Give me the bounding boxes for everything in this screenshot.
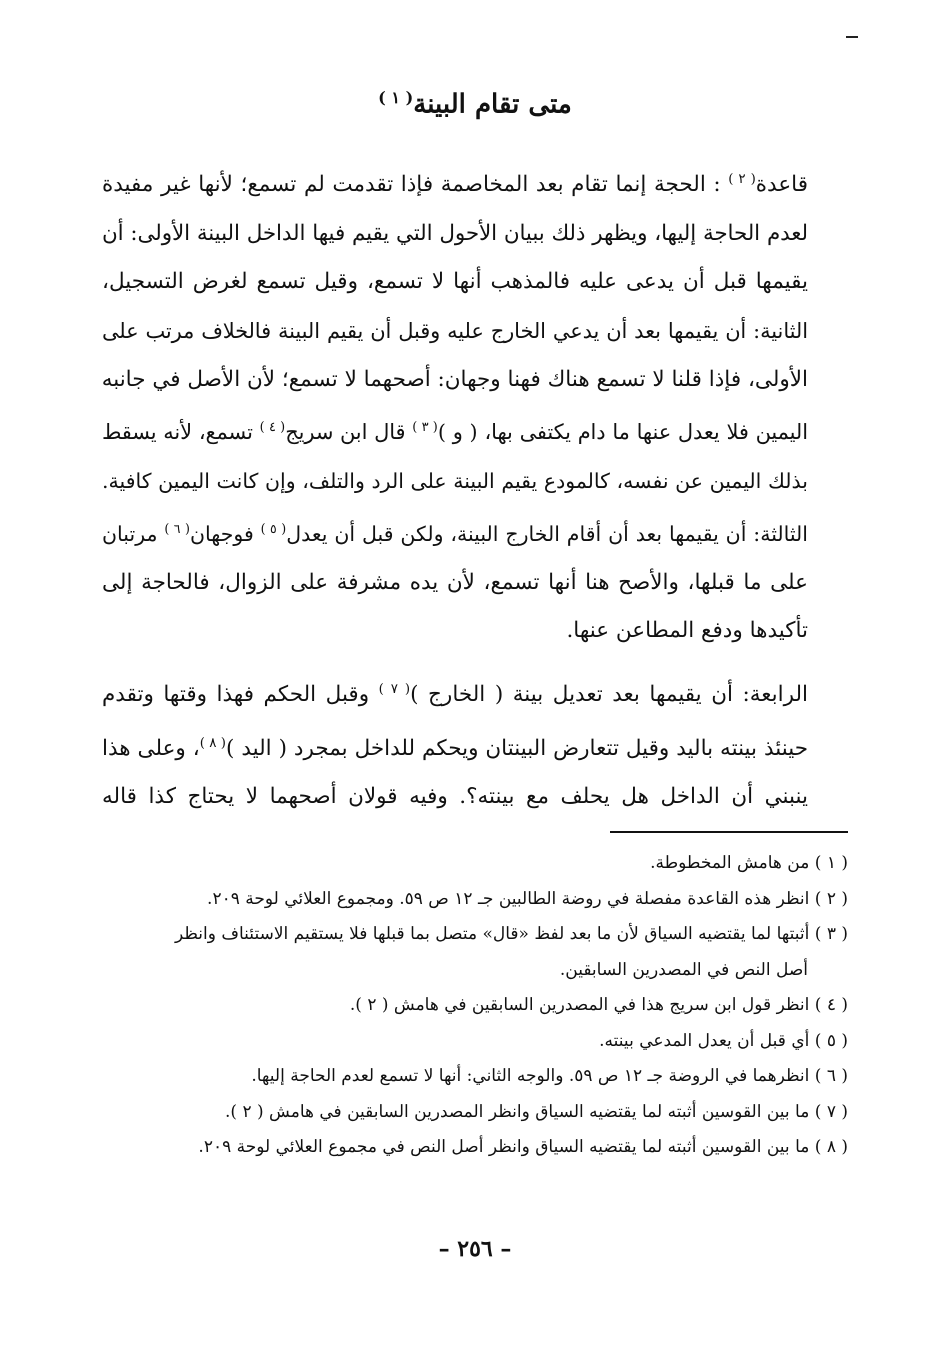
text-line: لعدم الحاجة إليها، ويظهر ذلك ببيان الأحول التي يقيم فيها الداخل البينة الأولى: أن bbox=[102, 220, 808, 246]
footnote-3 bbox=[102, 917, 848, 953]
footnote-text: ما بين القوسين أثبته لما يقتضيه السياق وانظر المصدرين السابقين في هامش ( ٢ ). bbox=[225, 1101, 810, 1122]
text-line: ينبني أن الداخل هل يحلف مع بينته؟. وفيه قولان أصحهما لا يحتاج كذا قاله bbox=[102, 784, 808, 810]
footnote-8 bbox=[102, 1130, 848, 1166]
title-text: متى تقام البينة bbox=[413, 89, 572, 120]
scan-mark bbox=[846, 36, 858, 38]
footnote-4 bbox=[102, 988, 848, 1024]
footnote-ref: ( ٦ ) bbox=[164, 521, 190, 537]
footnote-marker: ( ٥ ) bbox=[814, 1030, 848, 1051]
line-text: الرابعة: أن يقيمها بعد تعديل بينة ( الخارج ) bbox=[410, 681, 809, 707]
footnote-ref: ( ٢ ) bbox=[728, 172, 756, 187]
footnote-7 bbox=[102, 1095, 848, 1131]
line-text: حينئذ بينته باليد وقيل تتعارض البينتان ويحكم للداخل بمجرد ( اليد ) bbox=[225, 735, 809, 761]
line-text: : الحجة إنما تقام بعد المخاصمة فإذا تقدمت لم تسمع؛ لأنها غير مفيدة bbox=[102, 172, 721, 198]
footnote-marker: ( ١ ) bbox=[814, 853, 848, 873]
footnote-marker: ( ٦ ) bbox=[814, 1066, 848, 1086]
text-line bbox=[102, 404, 848, 457]
line-text: تسمع، لأنه يسقط bbox=[102, 420, 260, 445]
line-text: وقبل الحكم فهذا وقتها وتقدم bbox=[102, 681, 379, 707]
footnote-text: انظر هذه القاعدة مفصلة في روضة الطالبين جـ ١٢ ص ٥٩. ومجموع العلائي لوحة ٢٠٩. bbox=[207, 888, 810, 909]
line-text: الثالثة: أن يقيمها بعد أن أقام الخارج البينة، ولكن قبل أن يعدل bbox=[286, 522, 809, 547]
footnote-ref: ( ٧ ) bbox=[378, 681, 411, 697]
text-line: على ما قبلها، والأصح هنا أنها تسمع، لأن يده مشرفة على الزوال، فالحاجة إلى bbox=[102, 569, 808, 595]
page-number: – ٢٥٦ – bbox=[438, 1236, 512, 1262]
footnote-ref: ( ٥ ) bbox=[260, 521, 287, 537]
footnote-marker: ( ٨ ) bbox=[814, 1137, 848, 1157]
line-text: ، وعلى هذا bbox=[102, 735, 200, 761]
footnote-ref: ( ٤ ) bbox=[259, 420, 286, 436]
footnote-text: أي قبل أن يعدل المدعي بينته. bbox=[599, 1030, 810, 1051]
text-line bbox=[102, 720, 848, 774]
footnote-1 bbox=[102, 846, 848, 882]
line-text: فوجهان bbox=[189, 522, 261, 547]
footnote-ref: ( ٣ ) bbox=[412, 420, 438, 436]
footnote-5 bbox=[102, 1024, 848, 1060]
text-line: يقيمها قبل أن يدعى عليه فالمذهب أنها لا تسمع، وقيل تسمع لغرض التسجيل، bbox=[102, 269, 808, 295]
title-footnote-ref: ( ١ ) bbox=[378, 88, 414, 107]
footnotes bbox=[102, 846, 848, 1166]
text-line bbox=[102, 156, 848, 210]
footnote-text: انظر قول ابن سريج هذا في المصدرين السابقين في هامش ( ٢ ). bbox=[349, 995, 810, 1015]
footnote-marker: ( ٧ ) bbox=[814, 1101, 848, 1122]
footnote-ref: ( ٨ ) bbox=[199, 735, 226, 751]
footnote-text: ما بين القوسين أثبته لما يقتضيه السياق وانظر أصل النص في مجموع العلائي لوحة ٢٠٩. bbox=[198, 1137, 810, 1157]
footnote-2 bbox=[102, 882, 848, 918]
footnote-text: انظرهما في الروضة جـ ١٢ ص ٥٩. والوجه الثاني: أنها لا تسمع لعدم الحاجة إليها. bbox=[251, 1066, 810, 1086]
footnote-marker: ( ٢ ) bbox=[814, 888, 848, 909]
footnote-text: أثبتها لما يقتضيه السياق لأن ما بعد لفظ «قال» متصل بما قبلها فلا يستقيم الاستئناف وانظر bbox=[174, 924, 810, 944]
footnote-marker: ( ٣ ) bbox=[814, 924, 848, 944]
footnote-marker: ( ٤ ) bbox=[814, 995, 848, 1015]
line-text: اليمين فلا يعدل عنها ما دام يكتفى بها، ( و ) bbox=[437, 420, 808, 445]
page-title bbox=[0, 88, 950, 120]
text-line: تأكيدها ودفع المطاعن عنها. bbox=[566, 618, 808, 644]
lead-word: قاعدة bbox=[755, 172, 809, 198]
text-line: الأولى، فإذا قلنا لا تسمع هناك فهنا وجهان: أصحهما لا تسمع؛ لأن الأصل في جانبه bbox=[101, 366, 808, 392]
text-line: بذلك اليمين عن نفسه، كالمودع يقيم البينة على الرد والتلف، وإن كانت اليمين كافية. bbox=[102, 468, 808, 493]
main-text bbox=[102, 156, 848, 822]
text-line bbox=[102, 505, 848, 558]
line-text: مرتبان bbox=[102, 522, 165, 547]
footnote-6 bbox=[102, 1059, 848, 1095]
footnote-3-continuation: أصل النص في المصدرين السابقين. bbox=[559, 959, 808, 980]
text-line bbox=[102, 666, 848, 720]
paragraph-1 bbox=[102, 156, 848, 656]
footnote-text: من هامش المخطوطة. bbox=[650, 853, 810, 873]
paragraph-2 bbox=[102, 666, 848, 822]
line-text: قال ابن سريج bbox=[285, 420, 413, 445]
footnote-separator bbox=[610, 831, 848, 833]
text-line: الثانية: أن يقيمها بعد أن يدعي الخارج عليه وقبل أن يقيم البينة فالخلاف مرتب على bbox=[102, 318, 808, 343]
